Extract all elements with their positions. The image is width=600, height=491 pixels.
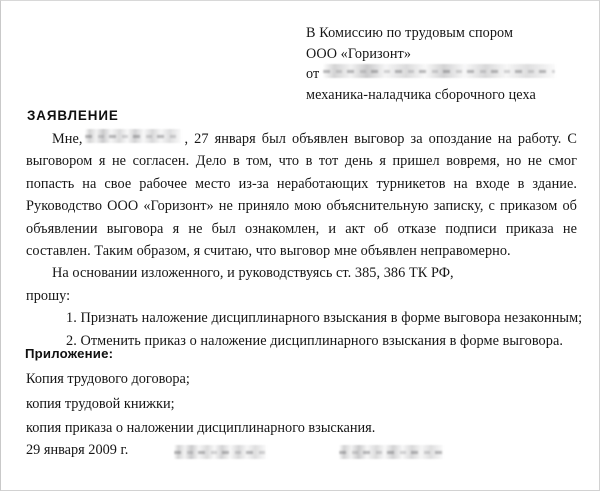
attachment-item-3: копия приказа о наложении дисциплинарного взыскания. bbox=[26, 420, 376, 436]
attachments-title: Приложение: bbox=[25, 346, 114, 361]
request-item-2: 2. Отменить приказ о наложение дисциплинарного взыскания в форме выговора. bbox=[66, 332, 563, 349]
redacted-applicant-name bbox=[323, 64, 555, 78]
addressee-organization: ООО «Горизонт» bbox=[306, 45, 412, 62]
body-legal-basis: На основании изложенного, и руководствуясь ст. 385, 386 ТК РФ, bbox=[52, 265, 454, 282]
attachments-list bbox=[26, 367, 476, 441]
redacted-signature bbox=[174, 445, 266, 459]
body-paragraph-text: , 27 января был объявлен выговор за опоздание на работу. С выговором я не согласен. Дело в том, что в тот день я пришел вовремя, но не смог попасть на свое рабочее место из-за неработающих турникетов на входе в здание. Руководство ООО «Горизонт» не приняло мою объяснительную записку, с приказом об объявлении выговора я не был ознакомлен, и акт об отказе подписи приказа не составлен. Таким образом, я считаю, что выговор мне объявлен неправомерно. bbox=[26, 131, 577, 260]
document-body bbox=[26, 128, 583, 352]
document-date: 29 января 2009 г. bbox=[26, 442, 129, 458]
addressee-from-label: от bbox=[306, 66, 320, 82]
document-footer bbox=[26, 442, 566, 464]
body-paragraph-main bbox=[26, 128, 577, 262]
attachment-item-2: копия трудовой книжки; bbox=[26, 395, 175, 412]
redacted-signature-name bbox=[339, 445, 443, 459]
body-request-intro: прошу: bbox=[26, 287, 71, 304]
redacted-name-inline bbox=[85, 129, 181, 143]
addressee-position: механика-наладчика сборочного цеха bbox=[306, 86, 536, 103]
addressee-from-line bbox=[306, 64, 578, 85]
document-title: ЗАЯВЛЕНИЕ bbox=[27, 108, 119, 123]
addressee-block bbox=[306, 23, 578, 105]
addressee-commission: В Комиссию по трудовым спором bbox=[306, 25, 514, 41]
attachment-item-1: Копия трудового договора; bbox=[26, 371, 190, 387]
request-item-1: 1. Признать наложение дисциплинарного взыскания в форме выговора незаконным; bbox=[66, 310, 583, 327]
body-paragraph-lead: Мне, bbox=[52, 131, 83, 147]
